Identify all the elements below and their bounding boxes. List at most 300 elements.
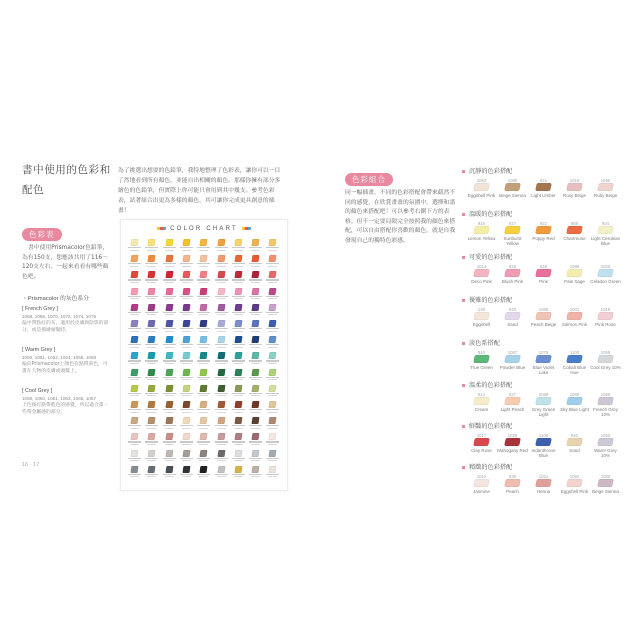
color-swatch	[182, 271, 190, 278]
swatch-label-mark	[128, 296, 141, 297]
swatch-label-mark	[180, 312, 193, 313]
swatch-label-mark	[251, 266, 260, 267]
swatch-label-mark	[182, 282, 191, 283]
pencil-color-name: Warm Grey 10%	[594, 448, 617, 459]
color-swatch	[234, 271, 242, 278]
color-swatch	[269, 239, 277, 246]
swatch-label-mark	[165, 476, 174, 477]
chart-swatch-cell	[197, 288, 210, 303]
chart-swatch-cell	[128, 369, 141, 384]
chart-swatch-cell	[197, 320, 210, 335]
grey-group-cool	[22, 387, 110, 417]
swatch-label-mark	[217, 460, 226, 461]
chart-swatch-cell	[180, 417, 193, 432]
pencil-code: 914	[477, 392, 486, 397]
color-swatch	[269, 320, 277, 327]
swatch-label-mark	[234, 250, 243, 251]
color-swatch	[217, 433, 225, 440]
chart-swatch-cell	[197, 385, 210, 400]
chart-swatch-cell	[232, 450, 245, 465]
color-swatch	[182, 466, 190, 473]
swatch-label-mark	[249, 344, 262, 345]
swatch-label-mark	[232, 474, 245, 475]
pencil-icon	[242, 227, 251, 230]
color-chart-intro: 為了挑選出想要的色鉛筆，我特地整理了色彩表，讓你可以一目了然地看到所有顏色，並能自出相關的顏色。那樣你擁有部分多繪色的色鉛筆，但實際上你可能只會用到其中幾支。參考色彩表，試著組合出更為多樣的顏色，其可讓你完成更具創意的插畫！	[118, 168, 281, 214]
swatch-label-mark	[266, 296, 279, 297]
color-combo-section	[462, 423, 622, 463]
swatch-label-mark	[163, 344, 176, 345]
color-swatch	[131, 450, 139, 457]
pencil-color-name: Beige Sienna	[592, 489, 619, 494]
swatch-label-mark	[130, 395, 139, 396]
chart-swatch-cell	[249, 288, 262, 303]
chart-swatch-cell	[232, 320, 245, 335]
swatch-label-mark	[163, 425, 176, 426]
color-swatch	[165, 288, 173, 295]
pencil-code: 1095	[600, 178, 611, 183]
swatch-label-mark	[180, 409, 193, 410]
color-swatch	[165, 320, 173, 327]
combo-swatch-cell	[528, 264, 559, 294]
swatch-label-mark	[251, 395, 260, 396]
combo-color-swatch	[566, 355, 583, 363]
chart-swatch-cell	[128, 288, 141, 303]
combo-swatch-cell	[528, 474, 559, 504]
swatch-label-mark	[199, 476, 208, 477]
pencil-code: 1092	[476, 178, 487, 183]
chart-swatch-cell	[128, 385, 141, 400]
pencil-color-name: Peach Beige	[530, 322, 557, 327]
color-chart	[120, 219, 288, 491]
swatch-label-mark	[163, 360, 176, 361]
swatch-label-mark	[199, 444, 208, 445]
swatch-label-mark	[199, 395, 208, 396]
swatch-label-mark	[232, 312, 245, 313]
swatch-label-mark	[266, 328, 279, 329]
color-swatch	[200, 417, 208, 424]
color-swatch	[200, 433, 208, 440]
swatch-label-mark	[217, 266, 226, 267]
swatch-label-mark	[232, 296, 245, 297]
chart-swatch-cell	[128, 433, 141, 448]
chart-swatch-cell	[215, 320, 228, 335]
combo-swatch-cell	[528, 307, 559, 337]
pencil-color-name: Cobalt Blue Hue	[562, 365, 587, 376]
swatch-label-mark	[251, 250, 260, 251]
color-swatch	[217, 288, 225, 295]
chart-swatch-cell	[232, 352, 245, 367]
swatch-label-mark	[145, 263, 158, 264]
color-combo-title: 淡色系搭配	[469, 340, 500, 347]
color-swatch	[131, 288, 139, 295]
color-swatch	[252, 288, 260, 295]
color-swatch	[252, 320, 260, 327]
chart-swatch-cell	[232, 288, 245, 303]
pencil-color-name: Lemon Yellow	[467, 236, 496, 241]
color-combo-section	[462, 297, 622, 337]
swatch-label-mark	[163, 247, 176, 248]
chart-swatch-cell	[163, 401, 176, 416]
pencil-color-name: Clay Rose	[471, 448, 492, 453]
combo-color-swatch	[473, 226, 490, 234]
chart-swatch-cell	[128, 417, 141, 432]
color-combo-title: 沉靜的色彩搭配	[469, 168, 513, 175]
grey-group-french	[22, 305, 110, 335]
combo-swatch-cell	[590, 307, 621, 337]
color-combo-title-row	[462, 382, 512, 390]
swatch-label-mark	[197, 360, 210, 361]
swatch-label-mark	[266, 344, 279, 345]
combo-color-swatch	[504, 438, 521, 446]
color-swatch	[269, 433, 277, 440]
color-swatch	[217, 271, 225, 278]
pencil-code: 1089	[538, 392, 549, 397]
swatch-label-mark	[165, 250, 174, 251]
color-combo-section	[462, 464, 622, 504]
swatch-label-mark	[234, 331, 243, 332]
chart-swatch-cell	[266, 320, 279, 335]
swatch-label-mark	[215, 474, 228, 475]
color-swatch	[252, 401, 260, 408]
chart-swatch-cell	[197, 336, 210, 351]
pencil-color-name: Pale Sage	[564, 279, 585, 284]
chart-swatch-cell	[249, 336, 262, 351]
swatch-label-mark	[199, 331, 208, 332]
chart-swatch-cell	[249, 320, 262, 335]
color-combo-title-row	[462, 168, 512, 176]
combo-color-swatch	[566, 438, 583, 446]
color-swatch	[234, 450, 242, 457]
square-bullet-icon	[462, 170, 465, 173]
color-swatch	[148, 352, 156, 359]
swatch-label-mark	[197, 441, 210, 442]
combo-swatch-cell	[590, 392, 621, 422]
swatch-label-mark	[128, 458, 141, 459]
color-swatch	[182, 401, 190, 408]
combo-swatch-cell	[497, 221, 528, 251]
swatch-label-mark	[147, 379, 156, 380]
combo-swatch-cell	[528, 221, 559, 251]
chart-swatch-cell	[197, 401, 210, 416]
pencil-color-name: Ruby Beige	[593, 193, 618, 198]
swatch-label-mark	[199, 379, 208, 380]
swatch-label-mark	[217, 476, 226, 477]
swatch-label-mark	[147, 363, 156, 364]
color-swatch	[165, 450, 173, 457]
combo-color-swatch	[535, 312, 552, 320]
swatch-label-mark	[199, 412, 208, 413]
chart-swatch-cell	[249, 401, 262, 416]
grey-group-name: [ French Grey ]	[22, 306, 58, 312]
square-bullet-icon	[462, 384, 465, 387]
swatch-label-mark	[249, 360, 262, 361]
swatch-label-mark	[249, 458, 262, 459]
combo-swatch-cell	[497, 307, 528, 337]
pencil-color-name: Mahogany Red	[497, 448, 528, 453]
chart-swatch-cell	[249, 385, 262, 400]
color-swatch	[200, 304, 208, 311]
chart-swatch-cell	[266, 255, 279, 270]
swatch-label-mark	[180, 328, 193, 329]
pencil-color-name: Light Peach	[500, 407, 525, 412]
chart-swatch-cell	[163, 466, 176, 481]
swatch-label-mark	[130, 476, 139, 477]
color-swatch	[131, 433, 139, 440]
swatch-label-mark	[234, 476, 243, 477]
pencil-code: 1068	[600, 392, 611, 397]
color-combo-title: 可愛的色彩搭配	[469, 254, 513, 261]
swatch-label-mark	[145, 425, 158, 426]
color-table-intro: 書中使用Prismacolor色鉛筆，為有150支，您應該共用了116～120支左右，一起來看看有哪些顏色吧。	[22, 245, 109, 280]
color-swatch	[148, 288, 156, 295]
swatch-label-mark	[128, 474, 141, 475]
color-combo-title-row	[462, 340, 500, 348]
swatch-label-mark	[234, 428, 243, 429]
color-swatch	[217, 255, 225, 262]
combo-color-swatch	[535, 355, 552, 363]
combo-color-swatch	[566, 269, 583, 277]
chart-swatch-cell	[145, 288, 158, 303]
swatch-label-mark	[130, 250, 139, 251]
color-swatch	[182, 336, 190, 343]
swatch-label-mark	[182, 314, 191, 315]
pencil-code: 1020	[600, 264, 611, 269]
swatch-label-mark	[165, 266, 174, 267]
pencil-color-name: Light Cerulean Blue	[590, 236, 621, 247]
swatch-label-mark	[217, 314, 226, 315]
square-bullet-icon	[462, 256, 465, 259]
swatch-label-mark	[165, 298, 174, 299]
swatch-label-mark	[268, 347, 277, 348]
color-swatch	[252, 385, 260, 392]
swatch-label-mark	[232, 441, 245, 442]
grey-group-desc: 上色後有點帶藍色的感覺，所以適合畫一些帶金屬感的部分。	[22, 403, 109, 416]
chart-swatch-cell	[215, 401, 228, 416]
color-swatch	[217, 239, 225, 246]
chart-swatch-cell	[163, 288, 176, 303]
chart-swatch-cell	[249, 369, 262, 384]
color-combo-section	[462, 254, 622, 294]
color-swatch	[182, 417, 190, 424]
chart-swatch-cell	[232, 369, 245, 384]
swatch-label-mark	[234, 282, 243, 283]
chart-swatch-cell	[266, 304, 279, 319]
chart-swatch-cell	[197, 271, 210, 286]
color-swatch	[252, 239, 260, 246]
swatch-label-mark	[266, 441, 279, 442]
swatch-label-mark	[130, 282, 139, 283]
pencil-color-name: Celadon Green	[590, 279, 621, 284]
swatch-label-mark	[234, 347, 243, 348]
swatch-label-mark	[232, 279, 245, 280]
swatch-label-mark	[182, 428, 191, 429]
swatch-label-mark	[268, 460, 277, 461]
combo-color-swatch	[597, 438, 614, 446]
color-swatch	[217, 417, 225, 424]
swatch-label-mark	[163, 474, 176, 475]
combo-color-swatch	[597, 226, 614, 234]
pencil-code: 917	[508, 221, 517, 226]
swatch-label-mark	[182, 363, 191, 364]
chart-swatch-cell	[232, 466, 245, 481]
combo-swatch-cell	[559, 221, 590, 251]
combo-swatch-cell	[559, 264, 590, 294]
pencil-code: 1012	[476, 474, 487, 479]
chart-swatch-cell	[215, 385, 228, 400]
square-bullet-icon	[462, 213, 465, 216]
swatch-label-mark	[128, 344, 141, 345]
color-swatch	[200, 288, 208, 295]
color-swatch	[182, 369, 190, 376]
combo-swatch-cell	[497, 474, 528, 504]
pencil-color-name: Eggshell	[472, 322, 491, 327]
chart-swatch-cell	[128, 320, 141, 335]
swatch-label-mark	[199, 363, 208, 364]
swatch-label-mark	[234, 298, 243, 299]
swatch-label-mark	[215, 425, 228, 426]
swatch-label-mark	[145, 247, 158, 248]
chart-swatch-cell	[232, 417, 245, 432]
chart-swatch-cell	[180, 466, 193, 481]
swatch-label-mark	[145, 441, 158, 442]
color-swatch	[131, 336, 139, 343]
pencil-code: 915	[477, 221, 486, 226]
color-swatch	[165, 352, 173, 359]
swatch-label-mark	[217, 298, 226, 299]
pencil-color-name: Cream	[474, 407, 489, 412]
chart-swatch-cell	[215, 304, 228, 319]
color-swatch	[252, 450, 260, 457]
swatch-label-mark	[147, 428, 156, 429]
swatch-label-mark	[268, 314, 277, 315]
grey-series-heading: ・Prismacolor 的灰色系分	[22, 296, 89, 302]
swatch-label-mark	[251, 363, 260, 364]
color-swatch	[148, 401, 156, 408]
swatch-label-mark	[215, 360, 228, 361]
combo-swatch-cell	[528, 178, 559, 208]
color-swatch	[234, 401, 242, 408]
swatch-label-mark	[180, 344, 193, 345]
color-swatch	[182, 433, 190, 440]
pencil-color-name: Sunburst Yellow	[503, 236, 522, 247]
pencil-color-name: Poppy Red	[532, 236, 555, 241]
color-swatch	[269, 271, 277, 278]
pencil-code: 1087	[507, 350, 518, 355]
swatch-label-mark	[182, 460, 191, 461]
swatch-label-mark	[268, 363, 277, 364]
pencil-color-name: Salmon Pink	[561, 322, 588, 327]
color-swatch	[131, 255, 139, 262]
swatch-label-mark	[145, 377, 158, 378]
swatch-label-mark	[249, 296, 262, 297]
pencil-code: 928	[508, 264, 517, 269]
chart-swatch-cell	[197, 255, 210, 270]
combo-color-swatch	[473, 269, 490, 277]
swatch-label-mark	[234, 444, 243, 445]
pencil-color-name: Powder Blue	[499, 365, 526, 370]
pencil-color-name: Chartreuse	[563, 236, 586, 241]
color-table-tag: 色彩表	[22, 228, 62, 241]
combo-swatch-cell	[466, 221, 497, 251]
swatch-label-mark	[215, 263, 228, 264]
swatch-label-mark	[268, 412, 277, 413]
chart-swatch-cell	[180, 271, 193, 286]
swatch-label-mark	[128, 441, 141, 442]
chart-swatch-cell	[249, 433, 262, 448]
swatch-label-mark	[197, 296, 210, 297]
pencil-code: 1050	[600, 433, 611, 438]
swatch-label-mark	[251, 460, 260, 461]
color-swatch	[269, 369, 277, 376]
pencil-code: 1092	[569, 474, 580, 479]
swatch-label-mark	[180, 279, 193, 280]
chart-swatch-cell	[215, 417, 228, 432]
chart-swatch-cell	[180, 450, 193, 465]
chart-swatch-cell	[128, 239, 141, 254]
combo-color-swatch	[535, 479, 552, 487]
pencil-code: 940	[508, 307, 517, 312]
color-swatch	[131, 271, 139, 278]
page-title-line: 配色	[22, 184, 45, 196]
color-combo-section	[462, 168, 622, 208]
color-combo-tag: 色彩組合	[345, 173, 393, 186]
grey-group-codes: 1068, 1069, 1070, 1072, 1074, 1076	[22, 314, 97, 319]
swatch-label-mark	[215, 328, 228, 329]
color-combo-intro: 同一幅插畫，不同的色彩搭配會帶來截然不同的感覺，在欣賞畫畫的氛圍中，選擇和諧的顏色來搭配吧！可以參考右側下方的表格。但不一定要局限完全按照我的顏色來搭配，可以自由搭配你喜歡的顏色，就是自我發現自己的獨特色彩感。	[345, 190, 456, 244]
swatch-label-mark	[268, 331, 277, 332]
chart-swatch-cell	[145, 433, 158, 448]
combo-swatch-cell	[466, 433, 497, 463]
swatch-label-mark	[268, 250, 277, 251]
color-swatch	[148, 320, 156, 327]
color-swatch	[131, 417, 139, 424]
swatch-label-mark	[249, 377, 262, 378]
chart-swatch-cell	[249, 304, 262, 319]
chart-swatch-cell	[128, 304, 141, 319]
color-swatch	[165, 255, 173, 262]
combo-color-swatch	[597, 355, 614, 363]
swatch-label-mark	[128, 263, 141, 264]
swatch-label-mark	[268, 395, 277, 396]
color-swatch	[269, 417, 277, 424]
color-swatch	[165, 336, 173, 343]
swatch-label-mark	[130, 347, 139, 348]
swatch-label-mark	[130, 444, 139, 445]
swatch-label-mark	[234, 412, 243, 413]
grey-group-desc: 偏中帶點紅的灰，適用於皮膚與陰影的部分，或是描繪頭髮時。	[22, 321, 109, 334]
chart-swatch-cell	[249, 466, 262, 481]
swatch-label-mark	[128, 279, 141, 280]
combo-swatch-cell	[497, 264, 528, 294]
chart-swatch-cell	[180, 433, 193, 448]
color-swatch	[252, 352, 260, 359]
swatch-label-mark	[234, 363, 243, 364]
chart-swatch-cell	[180, 239, 193, 254]
combo-swatch-cell	[497, 392, 528, 422]
swatch-label-mark	[182, 444, 191, 445]
swatch-label-mark	[217, 428, 226, 429]
color-chart-title-row	[121, 226, 287, 232]
swatch-label-mark	[232, 360, 245, 361]
color-swatch	[217, 401, 225, 408]
color-swatch	[234, 304, 242, 311]
swatch-label-mark	[180, 360, 193, 361]
chart-swatch-cell	[145, 304, 158, 319]
swatch-label-mark	[217, 282, 226, 283]
chart-swatch-cell	[163, 255, 176, 270]
chart-swatch-cell	[266, 239, 279, 254]
pencil-code: 939	[508, 474, 517, 479]
